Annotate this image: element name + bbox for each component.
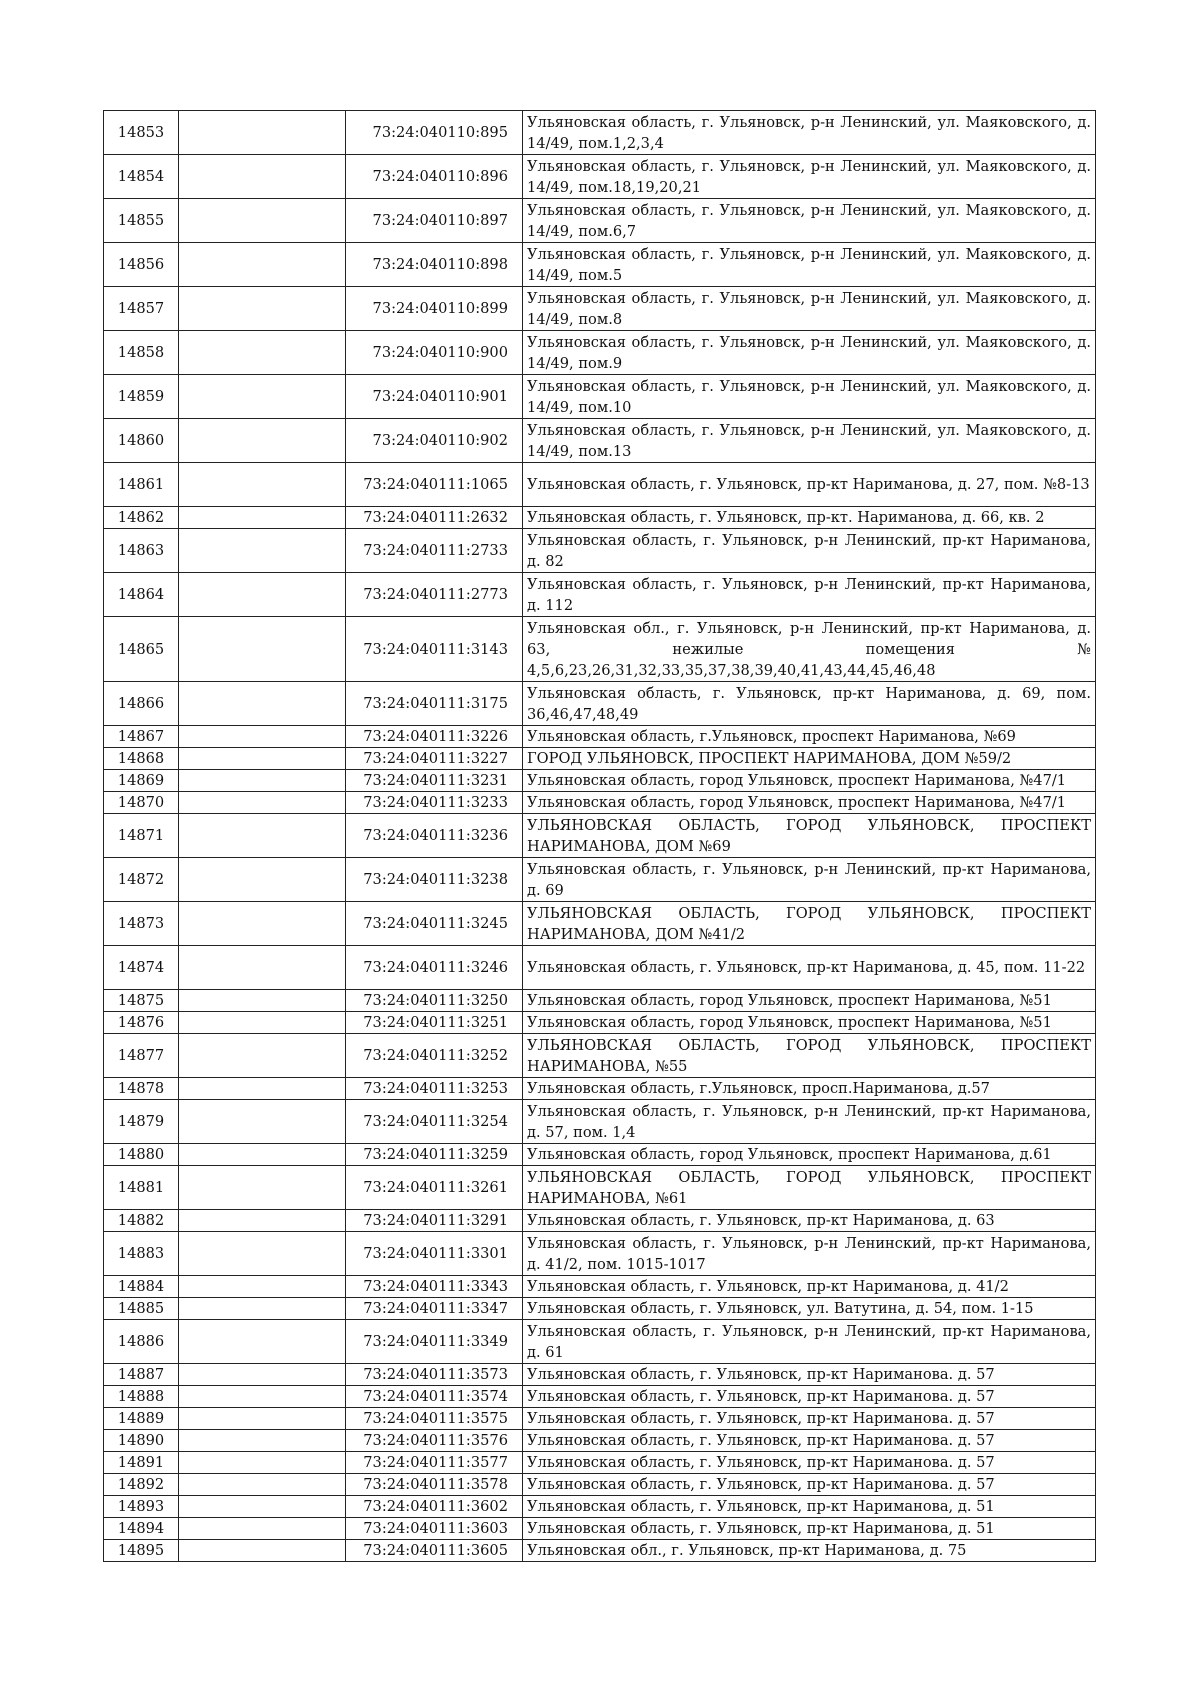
address-text: УЛЬЯНОВСКАЯ ОБЛАСТЬ, ГОРОД УЛЬЯНОВСК, ПРОСПЕКТ НАРИМАНОВА, ДОМ №69 <box>527 816 1091 855</box>
row-number: 14895 <box>104 1540 179 1562</box>
table-row <box>104 155 1096 199</box>
cadastral-number: 73:24:040111:3226 <box>346 726 523 748</box>
empty-cell <box>179 1298 346 1320</box>
address-text: Ульяновская область, г. Ульяновск, р-н Ленинский, ул. Маяковского, д. 14/49, пом.13 <box>527 421 1091 460</box>
cadastral-number: 73:24:040111:3175 <box>346 682 523 726</box>
address-cell <box>523 1386 1096 1408</box>
empty-cell <box>179 1452 346 1474</box>
address-cell <box>523 1496 1096 1518</box>
table-row <box>104 814 1096 858</box>
empty-cell <box>179 1364 346 1386</box>
empty-cell <box>179 573 346 617</box>
empty-cell <box>179 946 346 990</box>
address-cell <box>523 573 1096 617</box>
empty-cell <box>179 1144 346 1166</box>
cadastral-number: 73:24:040111:3252 <box>346 1034 523 1078</box>
empty-cell <box>179 419 346 463</box>
empty-cell <box>179 1210 346 1232</box>
address-text: Ульяновская область, г. Ульяновск, ул. Ватутина, д. 54, пом. 1-15 <box>527 1300 1034 1317</box>
row-number: 14866 <box>104 682 179 726</box>
cadastral-number: 73:24:040111:3261 <box>346 1166 523 1210</box>
table-row <box>104 1078 1096 1100</box>
address-cell <box>523 243 1096 287</box>
address-cell <box>523 507 1096 529</box>
cadastral-number: 73:24:040111:3602 <box>346 1496 523 1518</box>
row-number: 14878 <box>104 1078 179 1100</box>
table-row <box>104 682 1096 726</box>
address-text: Ульяновская область, г. Ульяновск, р-н Ленинский, ул. Маяковского, д. 14/49, пом.8 <box>527 289 1091 328</box>
address-text: Ульяновская область, г. Ульяновск, р-н Ленинский, пр-кт Нариманова, д. 57, пом. 1,4 <box>527 1102 1091 1141</box>
row-number: 14868 <box>104 748 179 770</box>
address-cell <box>523 617 1096 682</box>
cadastral-number: 73:24:040111:3227 <box>346 748 523 770</box>
row-number: 14854 <box>104 155 179 199</box>
table-row <box>104 946 1096 990</box>
row-number: 14873 <box>104 902 179 946</box>
empty-cell <box>179 770 346 792</box>
table-row <box>104 726 1096 748</box>
empty-cell <box>179 111 346 155</box>
address-cell <box>523 1430 1096 1452</box>
row-number: 14859 <box>104 375 179 419</box>
table-row <box>104 331 1096 375</box>
address-cell <box>523 529 1096 573</box>
row-number: 14872 <box>104 858 179 902</box>
address-cell <box>523 814 1096 858</box>
table-row <box>104 1496 1096 1518</box>
address-text: Ульяновская область, город Ульяновск, проспект Нариманова, №47/1 <box>527 794 1067 811</box>
table-row <box>104 1430 1096 1452</box>
address-text: Ульяновская область, г. Ульяновск, пр-кт Нариманова, д. 51 <box>527 1498 995 1515</box>
row-number: 14888 <box>104 1386 179 1408</box>
address-cell <box>523 1012 1096 1034</box>
empty-cell <box>179 814 346 858</box>
empty-cell <box>179 529 346 573</box>
address-text: Ульяновская область, г. Ульяновск, пр-кт Нариманова, д. 27, пом. №8-13 <box>527 476 1090 493</box>
table-row <box>104 1210 1096 1232</box>
address-cell <box>523 792 1096 814</box>
empty-cell <box>179 463 346 507</box>
address-text: УЛЬЯНОВСКАЯ ОБЛАСТЬ, ГОРОД УЛЬЯНОВСК, ПРОСПЕКТ НАРИМАНОВА, ДОМ №41/2 <box>527 904 1091 943</box>
row-number: 14871 <box>104 814 179 858</box>
address-cell <box>523 1518 1096 1540</box>
cadastral-number: 73:24:040111:3578 <box>346 1474 523 1496</box>
cadastral-number: 73:24:040111:3245 <box>346 902 523 946</box>
address-cell <box>523 946 1096 990</box>
cadastral-number: 73:24:040111:3250 <box>346 990 523 1012</box>
empty-cell <box>179 1232 346 1276</box>
cadastral-number: 73:24:040111:2733 <box>346 529 523 573</box>
table-row <box>104 529 1096 573</box>
table-row <box>104 243 1096 287</box>
row-number: 14892 <box>104 1474 179 1496</box>
table-row <box>104 748 1096 770</box>
address-text: Ульяновская область, г. Ульяновск, р-н Ленинский, пр-кт Нариманова, д. 61 <box>527 1322 1091 1361</box>
cadastral-number: 73:24:040111:3575 <box>346 1408 523 1430</box>
empty-cell <box>179 1386 346 1408</box>
address-text: Ульяновская область, г. Ульяновск, пр-кт Нариманова, д. 69, пом. 36,46,47,48,49 <box>527 684 1091 723</box>
address-cell <box>523 199 1096 243</box>
address-text: Ульяновская область, г. Ульяновск, р-н Ленинский, пр-кт Нариманова, д. 112 <box>527 575 1091 614</box>
cadastral-number: 73:24:040111:3254 <box>346 1100 523 1144</box>
row-number: 14855 <box>104 199 179 243</box>
table-row <box>104 1408 1096 1430</box>
table-row <box>104 1320 1096 1364</box>
address-cell <box>523 726 1096 748</box>
address-text: Ульяновская область, г. Ульяновск, р-н Ленинский, ул. Маяковского, д. 14/49, пом.9 <box>527 333 1091 372</box>
address-cell <box>523 1474 1096 1496</box>
table-row <box>104 770 1096 792</box>
empty-cell <box>179 1100 346 1144</box>
address-cell <box>523 375 1096 419</box>
row-number: 14893 <box>104 1496 179 1518</box>
table-row <box>104 990 1096 1012</box>
table-row <box>104 199 1096 243</box>
row-number: 14856 <box>104 243 179 287</box>
row-number: 14886 <box>104 1320 179 1364</box>
address-text: Ульяновская область, г. Ульяновск, пр-кт Нариманова. д. 57 <box>527 1410 995 1427</box>
row-number: 14862 <box>104 507 179 529</box>
table-row <box>104 1474 1096 1496</box>
row-number: 14877 <box>104 1034 179 1078</box>
cadastral-number: 73:24:040111:3301 <box>346 1232 523 1276</box>
table-row <box>104 111 1096 155</box>
cadastral-number: 73:24:040111:3577 <box>346 1452 523 1474</box>
address-text: Ульяновская область, город Ульяновск, проспект Нариманова, №47/1 <box>527 772 1067 789</box>
address-cell <box>523 1166 1096 1210</box>
address-cell <box>523 1452 1096 1474</box>
cadastral-number: 73:24:040111:3574 <box>346 1386 523 1408</box>
address-cell <box>523 287 1096 331</box>
empty-cell <box>179 375 346 419</box>
empty-cell <box>179 748 346 770</box>
address-cell <box>523 748 1096 770</box>
address-cell <box>523 1232 1096 1276</box>
row-number: 14867 <box>104 726 179 748</box>
row-number: 14863 <box>104 529 179 573</box>
row-number: 14857 <box>104 287 179 331</box>
registry-table-body <box>104 111 1096 1562</box>
address-text: Ульяновская область, г. Ульяновск, пр-кт Нариманова, д. 51 <box>527 1520 995 1537</box>
cadastral-number: 73:24:040111:3343 <box>346 1276 523 1298</box>
address-cell <box>523 331 1096 375</box>
empty-cell <box>179 243 346 287</box>
empty-cell <box>179 199 346 243</box>
address-text: Ульяновская область, город Ульяновск, проспект Нариманова, д.61 <box>527 1146 1052 1163</box>
cadastral-number: 73:24:040110:898 <box>346 243 523 287</box>
address-text: Ульяновская область, г. Ульяновск, пр-кт Нариманова, д. 63 <box>527 1212 995 1229</box>
empty-cell <box>179 858 346 902</box>
cadastral-number: 73:24:040111:3143 <box>346 617 523 682</box>
address-cell <box>523 1210 1096 1232</box>
address-text: Ульяновская область, г. Ульяновск, р-н Ленинский, ул. Маяковского, д. 14/49, пом.6,7 <box>527 201 1091 240</box>
address-text: Ульяновская область, г. Ульяновск, р-н Ленинский, ул. Маяковского, д. 14/49, пом.10 <box>527 377 1091 416</box>
empty-cell <box>179 1496 346 1518</box>
table-row <box>104 617 1096 682</box>
empty-cell <box>179 682 346 726</box>
table-row <box>104 902 1096 946</box>
address-cell <box>523 419 1096 463</box>
table-row <box>104 573 1096 617</box>
row-number: 14853 <box>104 111 179 155</box>
address-cell <box>523 1320 1096 1364</box>
empty-cell <box>179 1078 346 1100</box>
row-number: 14869 <box>104 770 179 792</box>
cadastral-number: 73:24:040110:899 <box>346 287 523 331</box>
table-row <box>104 1034 1096 1078</box>
table-row <box>104 1012 1096 1034</box>
empty-cell <box>179 617 346 682</box>
table-row <box>104 1276 1096 1298</box>
cadastral-number: 73:24:040110:897 <box>346 199 523 243</box>
table-row <box>104 1298 1096 1320</box>
row-number: 14884 <box>104 1276 179 1298</box>
cadastral-number: 73:24:040111:2773 <box>346 573 523 617</box>
address-text: УЛЬЯНОВСКАЯ ОБЛАСТЬ, ГОРОД УЛЬЯНОВСК, ПРОСПЕКТ НАРИМАНОВА, №55 <box>527 1036 1091 1075</box>
address-text: УЛЬЯНОВСКАЯ ОБЛАСТЬ, ГОРОД УЛЬЯНОВСК, ПРОСПЕКТ НАРИМАНОВА, №61 <box>527 1168 1091 1207</box>
table-row <box>104 419 1096 463</box>
row-number: 14885 <box>104 1298 179 1320</box>
address-text: Ульяновская область, г. Ульяновск, пр-кт Нариманова. д. 57 <box>527 1432 995 1449</box>
address-cell <box>523 155 1096 199</box>
address-text: Ульяновская область, г. Ульяновск, р-н Ленинский, ул. Маяковского, д. 14/49, пом.18,19,20,21 <box>527 157 1091 196</box>
table-row <box>104 1144 1096 1166</box>
empty-cell <box>179 1276 346 1298</box>
table-row <box>104 1364 1096 1386</box>
cadastral-number: 73:24:040110:900 <box>346 331 523 375</box>
address-cell <box>523 1276 1096 1298</box>
registry-table <box>103 110 1096 1562</box>
empty-cell <box>179 155 346 199</box>
empty-cell <box>179 331 346 375</box>
table-row <box>104 1540 1096 1562</box>
address-text: Ульяновская область, г.Ульяновск, просп.Нариманова, д.57 <box>527 1080 990 1097</box>
address-text: Ульяновская область, г. Ульяновск, р-н Ленинский, ул. Маяковского, д. 14/49, пом.1,2,3,4 <box>527 113 1091 152</box>
empty-cell <box>179 1408 346 1430</box>
address-cell <box>523 1034 1096 1078</box>
cadastral-number: 73:24:040111:3233 <box>346 792 523 814</box>
row-number: 14883 <box>104 1232 179 1276</box>
empty-cell <box>179 507 346 529</box>
cadastral-number: 73:24:040111:3253 <box>346 1078 523 1100</box>
cadastral-number: 73:24:040111:3259 <box>346 1144 523 1166</box>
empty-cell <box>179 1012 346 1034</box>
row-number: 14858 <box>104 331 179 375</box>
cadastral-number: 73:24:040111:2632 <box>346 507 523 529</box>
address-text: Ульяновская область, г. Ульяновск, р-н Ленинский, ул. Маяковского, д. 14/49, пом.5 <box>527 245 1091 284</box>
cadastral-number: 73:24:040110:896 <box>346 155 523 199</box>
cadastral-number: 73:24:040111:3246 <box>346 946 523 990</box>
row-number: 14887 <box>104 1364 179 1386</box>
row-number: 14865 <box>104 617 179 682</box>
table-row <box>104 792 1096 814</box>
address-text: Ульяновская область, г. Ульяновск, пр-кт Нариманова. д. 57 <box>527 1454 995 1471</box>
address-text: Ульяновская область, г. Ульяновск, р-н Ленинский, пр-кт Нариманова, д. 41/2, пом. 1015-1017 <box>527 1234 1091 1273</box>
empty-cell <box>179 902 346 946</box>
row-number: 14894 <box>104 1518 179 1540</box>
address-text: Ульяновская область, г.Ульяновск, проспект Нариманова, №69 <box>527 728 1016 745</box>
empty-cell <box>179 1474 346 1496</box>
empty-cell <box>179 1430 346 1452</box>
cadastral-number: 73:24:040110:895 <box>346 111 523 155</box>
address-cell <box>523 1408 1096 1430</box>
row-number: 14882 <box>104 1210 179 1232</box>
cadastral-number: 73:24:040111:3605 <box>346 1540 523 1562</box>
row-number: 14889 <box>104 1408 179 1430</box>
empty-cell <box>179 990 346 1012</box>
address-cell <box>523 770 1096 792</box>
row-number: 14864 <box>104 573 179 617</box>
row-number: 14860 <box>104 419 179 463</box>
row-number: 14891 <box>104 1452 179 1474</box>
address-text: Ульяновская область, г. Ульяновск, пр-кт Нариманова, д. 45, пом. 11-22 <box>527 959 1086 976</box>
cadastral-number: 73:24:040111:3231 <box>346 770 523 792</box>
address-text: Ульяновская область, г. Ульяновск, р-н Ленинский, пр-кт Нариманова, д. 69 <box>527 860 1091 899</box>
address-text: Ульяновская обл., г. Ульяновск, р-н Ленинский, пр-кт Нариманова, д. 63, нежилые помещения № 4,5,6,23,26,31,32,33,35,37,38,39,40,41,43,44,45,46,48 <box>527 619 1091 679</box>
table-row <box>104 1232 1096 1276</box>
address-text: Ульяновская область, г. Ульяновск, пр-кт Нариманова. д. 57 <box>527 1476 995 1493</box>
table-row <box>104 463 1096 507</box>
address-text: Ульяновская область, г. Ульяновск, пр-кт Нариманова. д. 57 <box>527 1388 995 1405</box>
address-cell <box>523 858 1096 902</box>
cadastral-number: 73:24:040111:3573 <box>346 1364 523 1386</box>
address-cell <box>523 1100 1096 1144</box>
row-number: 14879 <box>104 1100 179 1144</box>
address-cell <box>523 111 1096 155</box>
empty-cell <box>179 1034 346 1078</box>
cadastral-number: 73:24:040111:3238 <box>346 858 523 902</box>
table-row <box>104 375 1096 419</box>
row-number: 14881 <box>104 1166 179 1210</box>
address-text: Ульяновская область, город Ульяновск, проспект Нариманова, №51 <box>527 1014 1052 1031</box>
row-number: 14875 <box>104 990 179 1012</box>
address-text: ГОРОД УЛЬЯНОВСК, ПРОСПЕКТ НАРИМАНОВА, ДОМ №59/2 <box>527 750 1012 767</box>
address-text: Ульяновская обл., г. Ульяновск, пр-кт Нариманова, д. 75 <box>527 1542 967 1559</box>
empty-cell <box>179 1540 346 1562</box>
cadastral-number: 73:24:040111:3291 <box>346 1210 523 1232</box>
empty-cell <box>179 792 346 814</box>
table-row <box>104 1518 1096 1540</box>
address-text: Ульяновская область, г. Ульяновск, р-н Ленинский, пр-кт Нариманова, д. 82 <box>527 531 1091 570</box>
address-text: Ульяновская область, город Ульяновск, проспект Нариманова, №51 <box>527 992 1052 1009</box>
address-cell <box>523 1364 1096 1386</box>
cadastral-number: 73:24:040111:3349 <box>346 1320 523 1364</box>
address-text: Ульяновская область, г. Ульяновск, пр-кт Нариманова, д. 41/2 <box>527 1278 1009 1295</box>
row-number: 14890 <box>104 1430 179 1452</box>
address-cell <box>523 1144 1096 1166</box>
table-row <box>104 507 1096 529</box>
row-number: 14874 <box>104 946 179 990</box>
address-cell <box>523 1298 1096 1320</box>
address-cell <box>523 682 1096 726</box>
empty-cell <box>179 1518 346 1540</box>
cadastral-number: 73:24:040110:901 <box>346 375 523 419</box>
address-cell <box>523 1078 1096 1100</box>
row-number: 14876 <box>104 1012 179 1034</box>
table-row <box>104 1386 1096 1408</box>
table-row <box>104 287 1096 331</box>
empty-cell <box>179 726 346 748</box>
row-number: 14861 <box>104 463 179 507</box>
cadastral-number: 73:24:040111:3576 <box>346 1430 523 1452</box>
address-text: Ульяновская область, г. Ульяновск, пр-кт Нариманова. д. 57 <box>527 1366 995 1383</box>
table-row <box>104 858 1096 902</box>
empty-cell <box>179 1166 346 1210</box>
table-row <box>104 1166 1096 1210</box>
cadastral-number: 73:24:040111:3236 <box>346 814 523 858</box>
cadastral-number: 73:24:040111:3603 <box>346 1518 523 1540</box>
empty-cell <box>179 1320 346 1364</box>
address-cell <box>523 1540 1096 1562</box>
table-row <box>104 1452 1096 1474</box>
table-row <box>104 1100 1096 1144</box>
address-cell <box>523 990 1096 1012</box>
empty-cell <box>179 287 346 331</box>
address-cell <box>523 902 1096 946</box>
cadastral-number: 73:24:040110:902 <box>346 419 523 463</box>
address-text: Ульяновская область, г. Ульяновск, пр-кт. Нариманова, д. 66, кв. 2 <box>527 509 1045 526</box>
cadastral-number: 73:24:040111:3347 <box>346 1298 523 1320</box>
row-number: 14870 <box>104 792 179 814</box>
cadastral-number: 73:24:040111:1065 <box>346 463 523 507</box>
cadastral-number: 73:24:040111:3251 <box>346 1012 523 1034</box>
row-number: 14880 <box>104 1144 179 1166</box>
address-cell <box>523 463 1096 507</box>
